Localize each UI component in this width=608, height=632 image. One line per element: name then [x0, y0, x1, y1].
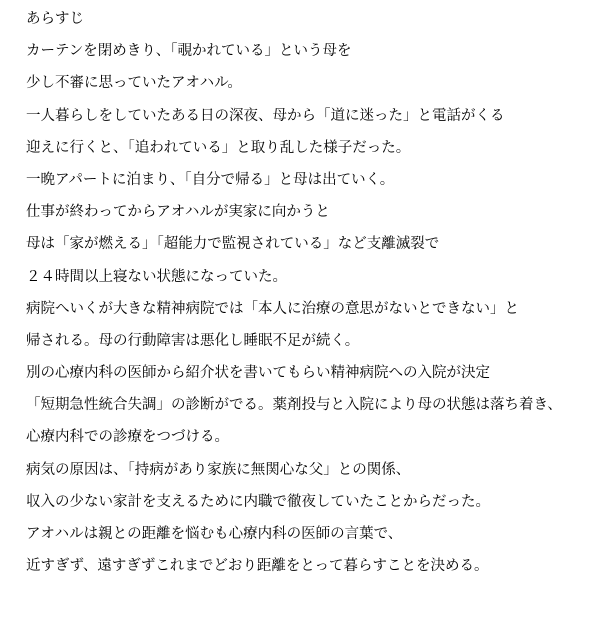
- text-line: 病院へいくが大きな精神病院では「本人に治療の意思がないとできない」と: [26, 300, 519, 317]
- text-line: 近すぎず、遠すぎずこれまでどおり距離をとって暮らすことを決める。: [26, 558, 489, 575]
- text-line: 少し不審に思っていたアオハル。: [26, 75, 242, 92]
- text-line: 「短期急性統合失調」の診断がでる。薬剤投与と入院により母の状態は落ち着き、: [26, 397, 562, 414]
- text-line: 迎えに行くと、「追われている」と取り乱した様子だった。: [26, 139, 411, 156]
- text-line: 別の心療内科の医師から紹介状を書いてもらい精神病院への入院が決定: [26, 365, 490, 382]
- text-line: 収入の少ない家計を支えるために内職で徹夜していたことからだった。: [26, 493, 490, 510]
- synopsis-heading: あらすじ: [26, 11, 84, 27]
- text-line: ２４時間以上寝ない状態になっていた。: [26, 268, 287, 285]
- text-line: 仕事が終わってからアオハルが実家に向かうと: [26, 204, 330, 221]
- text-line: 心療内科での診療をつづける。: [26, 429, 229, 446]
- text-line: アオハルは親との距離を悩むも心療内科の医師の言葉で、: [26, 526, 403, 542]
- text-line: 母は「家が燃える」「超能力で監視されている」など支離滅裂で: [26, 236, 440, 253]
- text-line: 病気の原因は、「持病があり家族に無関心な父」との関係、: [26, 461, 411, 478]
- text-line: カーテンを閉めきり、「覗かれている」という母を: [26, 43, 352, 60]
- text-line: 一晩アパートに泊まり、「自分で帰る」と母は出ていく。: [26, 171, 395, 188]
- text-line: 一人暮らしをしていたある日の深夜、母から「道に迷った」と電話がくる: [26, 107, 505, 124]
- text-line: 帰される。母の行動障害は悪化し睡眠不足が続く。: [26, 332, 360, 349]
